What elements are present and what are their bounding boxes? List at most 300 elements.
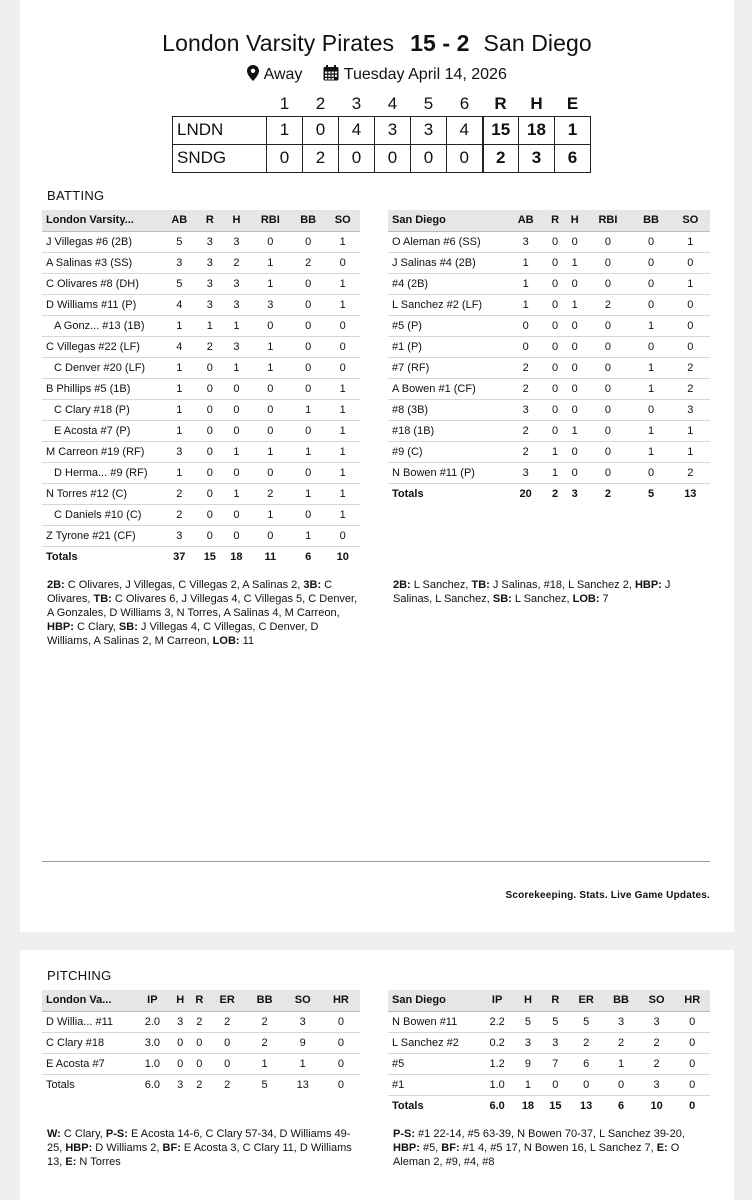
away-batting-player-row	[42, 273, 360, 294]
home-batting-stat-cell: 1	[506, 273, 545, 294]
pitching-card	[20, 950, 734, 1200]
home-batting-player-row	[388, 378, 710, 399]
away-batting-stat-cell: 1	[162, 462, 197, 483]
home-batting-column-header: R	[545, 210, 565, 231]
away-pitching-column-header: BB	[246, 990, 284, 1011]
note-text: C Olivares, J Villegas, C Villegas 2, A Salinas 2,	[64, 579, 304, 591]
home-batting-player-row	[388, 336, 710, 357]
home-pitching-stat-cell: 3	[514, 1032, 541, 1053]
home-batting-player-name: #18 (1B)	[388, 420, 506, 441]
away-batting-stat-cell: 0	[250, 462, 291, 483]
away-batting-column-header: SO	[325, 210, 360, 231]
home-batting-stat-cell: 0	[545, 399, 565, 420]
home-pitching-stat-cell: 2	[639, 1032, 675, 1053]
away-batting-stat-cell: 0	[291, 378, 326, 399]
away-pitching-team-header: London Va...	[42, 990, 134, 1011]
home-batting-stat-cell: 0	[565, 357, 585, 378]
away-pitching-stat-cell: 0	[322, 1053, 360, 1074]
away-pitching-totals-cell: 13	[296, 1078, 309, 1091]
away-batting-player-name: C Denver #20 (LF)	[42, 357, 162, 378]
away-batting-player-row	[42, 315, 360, 336]
inning-score: 0	[303, 116, 339, 144]
away-batting-stat-cell: 1	[162, 420, 197, 441]
away-pitching-stat-cell: 9	[284, 1032, 322, 1053]
note-label: SB:	[118, 621, 138, 633]
away-batting-stat-cell: 3	[250, 294, 291, 315]
home-pitching-column-header: ER	[569, 990, 603, 1011]
away-pitching-totals-cell: 2	[224, 1078, 231, 1091]
home-pitching-totals-cell: 18	[521, 1099, 535, 1112]
note-text: J Villegas 4, C Villegas, C Denver, D Williams, A Salinas 2, M Carreon,	[47, 621, 319, 647]
home-batting-stat-cell: 0	[585, 336, 632, 357]
home-batting-stat-cell: 1	[565, 252, 585, 273]
away-batting-stat-cell: 1	[291, 441, 326, 462]
home-batting-stat-cell: 0	[585, 357, 632, 378]
away-pitching-stat-cell: 0	[190, 1032, 209, 1053]
errors-total: 1	[555, 116, 591, 144]
away-batting-stat-cell: 1	[223, 441, 250, 462]
away-batting-stat-cell: 1	[291, 483, 326, 504]
note-label: TB:	[471, 579, 490, 591]
home-batting-column-header: RBI	[585, 210, 632, 231]
home-pitching-column-header: R	[542, 990, 569, 1011]
note-text: O Aleman 2, #9, #4, #8	[393, 1142, 680, 1168]
home-batting-stat-cell: 1	[631, 357, 670, 378]
away-batting-stat-cell: 1	[197, 315, 224, 336]
home-batting-stat-cell: 0	[545, 378, 565, 399]
away-batting-stat-cell: 2	[223, 252, 250, 273]
home-pitching-stat-cell: 1	[603, 1053, 639, 1074]
away-pitching-stat-cell: 2	[246, 1032, 284, 1053]
inning-score: 0	[447, 144, 483, 172]
inning-score: 4	[339, 116, 375, 144]
away-pitching-player-name: E Acosta #7	[42, 1053, 134, 1074]
home-pitching-player-name: #5	[388, 1053, 480, 1074]
linescore-team-header	[173, 92, 267, 116]
away-batting-stat-cell: 0	[291, 336, 326, 357]
away-batting-stat-cell: 1	[325, 273, 360, 294]
inning-header: 2	[315, 93, 326, 113]
home-batting-stat-cell: 2	[585, 294, 632, 315]
away-batting-column-header: R	[197, 210, 224, 231]
note-text: N Torres	[76, 1156, 121, 1168]
note-text: L Sanchez,	[511, 593, 573, 605]
home-pitching-stat-cell: 0	[542, 1074, 569, 1095]
home-batting-stat-cell: 3	[671, 399, 710, 420]
hits-total: 18	[519, 116, 555, 144]
away-batting-stat-cell: 1	[325, 420, 360, 441]
away-pitching-player-row	[42, 1011, 360, 1032]
away-batting-stat-cell: 0	[250, 378, 291, 399]
away-batting-column-header: BB	[291, 210, 326, 231]
away-batting-player-row	[42, 336, 360, 357]
errors-total: 6	[555, 144, 591, 172]
home-pitching-totals-cell: 6.0	[489, 1099, 505, 1112]
home-batting-player-name: L Sanchez #2 (LF)	[388, 294, 506, 315]
away-batting-stat-cell: 2	[291, 252, 326, 273]
away-batting-player-row	[42, 462, 360, 483]
home-batting-stat-cell: 0	[631, 399, 670, 420]
home-pitching-column-header: BB	[603, 990, 639, 1011]
inning-header: 5	[423, 93, 434, 113]
home-batting-totals-cell: 3	[571, 487, 578, 500]
home-pitching-player-row	[388, 1032, 710, 1053]
away-batting-stat-cell: 1	[250, 441, 291, 462]
note-text: L Sanchez,	[410, 579, 472, 591]
home-batting-stat-cell: 3	[506, 399, 545, 420]
away-pitching-column-header: HR	[322, 990, 360, 1011]
note-label: P-S:	[393, 1128, 415, 1140]
hits-header: H	[530, 93, 543, 113]
linescore-team: SNDG	[173, 144, 267, 172]
away-pitching-player-row	[42, 1032, 360, 1053]
runs-total: 15	[483, 116, 519, 144]
linescore-row	[173, 116, 591, 144]
away-batting-stat-cell: 0	[250, 525, 291, 546]
home-pitching-stat-cell: 0	[674, 1032, 710, 1053]
home-pitching-stat-cell: 9	[514, 1053, 541, 1074]
away-batting-player-row	[42, 441, 360, 462]
home-batting-team-header: San Diego	[388, 210, 506, 231]
home-batting-player-name: O Aleman #6 (SS)	[388, 231, 506, 252]
home-batting-column-header: H	[565, 210, 585, 231]
home-pitching-stat-cell: 3	[542, 1032, 569, 1053]
away-pitching-stat-cell: 3	[284, 1011, 322, 1032]
home-team-name: San Diego	[483, 30, 592, 56]
home-pitching-player-name: N Bowen #11	[388, 1011, 480, 1032]
errors-header: E	[566, 93, 579, 113]
away-batting-stat-cell: 0	[197, 483, 224, 504]
home-batting-stat-cell: 0	[565, 399, 585, 420]
away-batting-stat-cell: 1	[162, 357, 197, 378]
runs-total: 2	[483, 144, 519, 172]
home-pitching-column-header: IP	[480, 990, 514, 1011]
home-pitching-header-row	[388, 990, 710, 1011]
note-label: 2B:	[47, 579, 65, 591]
inning-score: 4	[447, 116, 483, 144]
away-pitching-stat-cell: 0	[209, 1032, 246, 1053]
away-batting-stat-cell: 0	[250, 315, 291, 336]
away-batting-stat-cell: 0	[250, 231, 291, 252]
away-batting-player-name: E Acosta #7 (P)	[42, 420, 162, 441]
home-batting-player-row	[388, 441, 710, 462]
home-batting-stat-cell: 0	[631, 273, 670, 294]
home-batting-totals-cell: 2	[604, 487, 612, 500]
away-batting-stat-cell: 1	[162, 378, 197, 399]
away-batting-stat-cell: 4	[162, 336, 197, 357]
home-batting-stat-cell: 0	[585, 441, 632, 462]
home-pitching-stat-cell: 6	[569, 1053, 603, 1074]
batting-section-title: BATTING	[47, 188, 105, 203]
away-batting-stat-cell: 1	[223, 357, 250, 378]
home-batting-stat-cell: 1	[545, 462, 565, 483]
away-batting-player-row	[42, 504, 360, 525]
away-batting-stat-cell: 0	[291, 420, 326, 441]
away-batting-stat-cell: 4	[162, 294, 197, 315]
home-batting-player-row	[388, 420, 710, 441]
away-batting-stat-cell: 0	[197, 504, 224, 525]
home-batting-stat-cell: 2	[506, 420, 545, 441]
inning-score: 3	[411, 116, 447, 144]
home-batting-stat-cell: 3	[506, 231, 545, 252]
home-batting-stat-cell: 1	[565, 420, 585, 441]
note-label: LOB:	[572, 593, 600, 605]
away-batting-stat-cell: 2	[162, 504, 197, 525]
away-batting-stat-cell: 0	[197, 525, 224, 546]
home-batting-stat-cell: 0	[545, 357, 565, 378]
home-batting-player-row	[388, 357, 710, 378]
home-pitching-stat-cell: 0	[674, 1011, 710, 1032]
home-pitching-stat-cell: 2	[639, 1053, 675, 1074]
home-pitching-stat-cell: 5	[514, 1011, 541, 1032]
home-pitching-totals-cell: 6	[617, 1099, 625, 1112]
home-pitching-player-name: #1	[388, 1074, 480, 1095]
note-label: W:	[47, 1128, 61, 1140]
away-pitching-player-name: C Clary #18	[42, 1032, 134, 1053]
home-batting-stat-cell: 0	[671, 252, 710, 273]
home-batting-stat-cell: 2	[506, 378, 545, 399]
home-batting-stat-cell: 1	[545, 441, 565, 462]
away-batting-player-name: C Clary #18 (P)	[42, 399, 162, 420]
home-pitching-totals-cell: 13	[580, 1099, 593, 1112]
linescore-team: LNDN	[173, 116, 267, 144]
home-batting-column-header: BB	[631, 210, 670, 231]
away-batting-player-name: C Villegas #22 (LF)	[42, 336, 162, 357]
home-batting-stat-cell: 0	[671, 336, 710, 357]
away-batting-totals-cell: 18	[230, 550, 243, 563]
away-batting-stat-cell: 1	[162, 399, 197, 420]
home-batting-stat-cell: 0	[565, 462, 585, 483]
hits-total: 3	[519, 144, 555, 172]
home-batting-player-row	[388, 399, 710, 420]
home-batting-totals-cell: 13	[684, 487, 697, 500]
note-label: E:	[656, 1142, 668, 1154]
home-batting-stat-cell: 1	[506, 294, 545, 315]
home-pitching-column-header: HR	[674, 990, 710, 1011]
home-pitching-stat-cell: 2	[569, 1032, 603, 1053]
home-batting-player-name: #7 (RF)	[388, 357, 506, 378]
home-pitching-column-header: SO	[639, 990, 675, 1011]
home-batting-stat-cell: 0	[585, 252, 632, 273]
away-batting-stat-cell: 0	[197, 420, 224, 441]
home-batting-column-header: SO	[671, 210, 710, 231]
away-batting-stat-cell: 1	[250, 357, 291, 378]
away-batting-column-header: H	[223, 210, 250, 231]
away-pitching-stat-cell: 1	[284, 1053, 322, 1074]
away-batting-stat-cell: 0	[223, 462, 250, 483]
away-batting-player-name: J Villegas #6 (2B)	[42, 231, 162, 252]
calendar-icon	[323, 65, 339, 81]
home-batting-stat-cell: 0	[671, 315, 710, 336]
away-batting-player-row	[42, 357, 360, 378]
note-text: C Clary,	[60, 1128, 106, 1140]
home-pitching-stat-cell: 0	[674, 1053, 710, 1074]
note-text: J Salinas, #18, L Sanchez 2,	[489, 579, 635, 591]
away-pitching-column-header: ER	[209, 990, 246, 1011]
away-batting-stat-cell: 1	[223, 315, 250, 336]
away-batting-stat-cell: 2	[162, 483, 197, 504]
away-batting-stat-cell: 3	[197, 231, 224, 252]
away-batting-player-name: B Phillips #5 (1B)	[42, 378, 162, 399]
inning-score: 0	[339, 144, 375, 172]
home-pitching-stat-cell: 5	[542, 1011, 569, 1032]
away-pitching-player-row	[42, 1053, 360, 1074]
away-batting-stat-cell: 2	[250, 483, 291, 504]
note-label: 2B:	[393, 579, 411, 591]
away-batting-stat-cell: 1	[291, 525, 326, 546]
inning-score: 0	[411, 144, 447, 172]
home-pitching-player-row	[388, 1074, 710, 1095]
home-pitching-stat-cell: 0.2	[480, 1032, 514, 1053]
away-batting-totals-cell: 10	[336, 550, 349, 563]
home-pitching-stat-cell: 0	[569, 1074, 603, 1095]
away-batting-player-name: D Williams #11 (P)	[42, 294, 162, 315]
away-pitching-stat-cell: 3.0	[134, 1032, 171, 1053]
home-pitching-totals-row	[388, 1095, 710, 1116]
away-batting-stat-cell: 3	[223, 294, 250, 315]
home-batting-player-name: J Salinas #4 (2B)	[388, 252, 506, 273]
home-pitching-player-name: L Sanchez #2	[388, 1032, 480, 1053]
away-batting-player-name: N Torres #12 (C)	[42, 483, 162, 504]
home-batting-player-name: #1 (P)	[388, 336, 506, 357]
runs-header: R	[494, 93, 507, 113]
away-batting-stat-cell: 1	[325, 378, 360, 399]
away-batting-stat-cell: 0	[325, 252, 360, 273]
home-pitching-stat-cell: 7	[542, 1053, 569, 1074]
game-info	[20, 65, 734, 84]
home-batting-stat-cell: 0	[565, 231, 585, 252]
note-text: #1 4, #5 17, N Bowen 16, L Sanchez 7,	[459, 1142, 657, 1154]
home-batting-totals-cell: 2	[552, 487, 559, 500]
home-batting-totals-cell: 5	[647, 487, 655, 500]
away-pitching-totals-cell: 2	[196, 1078, 203, 1091]
home-batting-notes	[393, 578, 709, 606]
away-pitching-totals-label: Totals	[46, 1078, 75, 1091]
home-pitching-stat-cell: 2.2	[480, 1011, 514, 1032]
note-text: D Williams 2,	[92, 1142, 163, 1154]
note-label: TB:	[93, 593, 112, 605]
home-pitching-player-row	[388, 1053, 710, 1074]
away-batting-stat-cell: 3	[223, 273, 250, 294]
away-batting-player-row	[42, 525, 360, 546]
away-batting-stat-cell: 1	[325, 441, 360, 462]
away-batting-header-row	[42, 210, 360, 231]
home-batting-stat-cell: 1	[565, 294, 585, 315]
home-batting-stat-cell: 0	[545, 315, 565, 336]
note-label: HBP:	[47, 621, 74, 633]
away-batting-stat-cell: 1	[162, 315, 197, 336]
away-pitching-stat-cell: 0	[171, 1053, 190, 1074]
home-batting-stat-cell: 0	[545, 252, 565, 273]
away-batting-stat-cell: 0	[291, 462, 326, 483]
home-batting-stat-cell: 1	[631, 378, 670, 399]
note-text: 11	[239, 635, 255, 647]
home-batting-stat-cell: 0	[631, 294, 670, 315]
home-pitching-stat-cell: 2	[603, 1032, 639, 1053]
away-batting-stat-cell: 0	[325, 336, 360, 357]
home-batting-player-row	[388, 231, 710, 252]
away-batting-column-header: AB	[162, 210, 197, 231]
home-batting-column-header: AB	[506, 210, 545, 231]
home-batting-stat-cell: 0	[631, 252, 670, 273]
home-pitching-totals-cell: 15	[549, 1099, 562, 1112]
away-batting-stat-cell: 5	[162, 231, 197, 252]
home-batting-stat-cell: 1	[671, 441, 710, 462]
away-pitching-notes	[47, 1127, 359, 1169]
away-batting-stat-cell: 0	[325, 357, 360, 378]
away-batting-stat-cell: 0	[197, 378, 224, 399]
away-batting-player-name: A Salinas #3 (SS)	[42, 252, 162, 273]
home-batting-stat-cell: 1	[671, 273, 710, 294]
away-batting-player-row	[42, 483, 360, 504]
home-batting-stat-cell: 0	[545, 294, 565, 315]
home-batting-player-row	[388, 273, 710, 294]
home-batting-stat-cell: 0	[585, 315, 632, 336]
away-batting-stat-cell: 0	[197, 399, 224, 420]
home-batting-totals-cell: 20	[519, 487, 532, 500]
footer-tagline: Scorekeeping. Stats. Live Game Updates.	[505, 890, 710, 901]
pitching-section-title: PITCHING	[47, 968, 112, 983]
away-pitching-stat-cell: 3	[171, 1011, 190, 1032]
away-batting-stat-cell: 0	[291, 273, 326, 294]
final-score: 15 - 2	[410, 30, 470, 56]
home-pitching-team-header: San Diego	[388, 990, 480, 1011]
away-batting-totals-cell: 37	[173, 550, 186, 563]
away-pitching-stat-cell: 0	[171, 1032, 190, 1053]
away-batting-totals-cell: 11	[264, 550, 277, 563]
home-batting-totals-label: Totals	[392, 487, 424, 500]
home-batting-player-name: #4 (2B)	[388, 273, 506, 294]
home-batting-player-row	[388, 315, 710, 336]
away-batting-player-name: A Gonz... #13 (1B)	[42, 315, 162, 336]
away-batting-stat-cell: 0	[291, 294, 326, 315]
away-batting-stat-cell: 0	[223, 504, 250, 525]
game-header	[20, 30, 734, 57]
home-batting-stat-cell: 0	[545, 420, 565, 441]
home-batting-player-row	[388, 294, 710, 315]
note-text: E Acosta 14-6, C Clary 57-34, D Williams 49-25,	[47, 1128, 351, 1154]
home-pitching-stat-cell: 1.2	[480, 1053, 514, 1074]
home-pitching-stat-cell: 3	[603, 1011, 639, 1032]
home-pitching-totals-cell: 10	[650, 1099, 663, 1112]
home-batting-stat-cell: 0	[585, 378, 632, 399]
away-batting-stat-cell: 1	[325, 294, 360, 315]
home-batting-stat-cell: 2	[506, 357, 545, 378]
away-batting-stat-cell: 1	[250, 273, 291, 294]
away-pitching-column-header: SO	[284, 990, 322, 1011]
inning-header: 1	[279, 93, 290, 113]
home-pitching-stat-cell: 5	[569, 1011, 603, 1032]
away-batting-stat-cell: 3	[223, 231, 250, 252]
away-batting-stat-cell: 3	[223, 336, 250, 357]
home-batting-stat-cell: 0	[585, 462, 632, 483]
note-text: E Acosta 3, C Clary 11, D Williams 13,	[47, 1142, 352, 1168]
away-batting-stat-cell: 0	[197, 357, 224, 378]
away-batting-player-row	[42, 231, 360, 252]
away-batting-player-name: Z Tyrone #21 (CF)	[42, 525, 162, 546]
away-pitching-column-header: R	[190, 990, 209, 1011]
linescore-table	[172, 92, 591, 173]
home-batting-stat-cell: 0	[585, 231, 632, 252]
note-label: E:	[65, 1156, 77, 1168]
note-text: C Olivares,	[47, 579, 333, 605]
home-batting-stat-cell: 2	[506, 441, 545, 462]
home-batting-stat-cell: 1	[671, 231, 710, 252]
away-batting-stat-cell: 5	[162, 273, 197, 294]
home-pitching-stat-cell: 0	[674, 1074, 710, 1095]
home-pitching-stat-cell: 3	[639, 1074, 675, 1095]
home-pitching-stat-cell: 1.0	[480, 1074, 514, 1095]
